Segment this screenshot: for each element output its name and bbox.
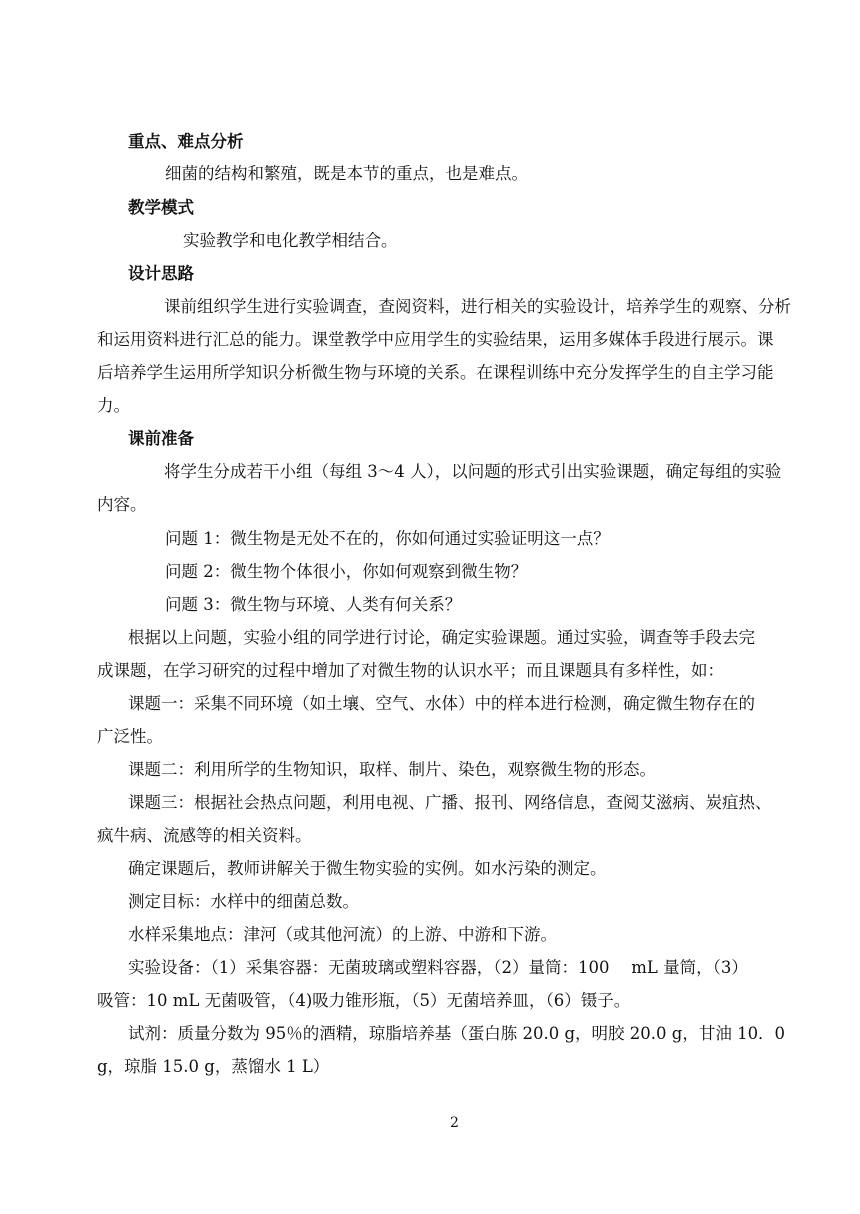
heading-preparation: 课前准备 xyxy=(128,429,194,448)
heading-teaching-mode: 教学模式 xyxy=(128,198,194,217)
topic-three-line: 课题三：根据社会热点问题，利用电视、广播、报刊、网络信息，查阅艾滋病、炭疽热、 xyxy=(128,793,772,812)
question-item: 问题 3：微生物与环境、人类有何关系？ xyxy=(165,595,462,614)
discussion-line: 成课题，在学习研究的过程中增加了对微生物的认识水平；而且课题具有多样性，如： xyxy=(97,661,724,680)
reagent-line: 试剂：质量分数为 95％的酒精，琼脂培养基（蛋白胨 20.0 g，明胶 20.0 g，甘油 10．0 xyxy=(128,1024,786,1043)
design-idea-line: 和运用资料进行汇总的能力。课堂教学中应用学生的实验结果，运用多媒体手段进行展示。课 xyxy=(97,330,774,349)
preparation-line: 将学生分成若干小组（每组 3～4 人），以问题的形式引出实验课题，确定每组的实验 xyxy=(164,462,782,481)
design-idea-line: 力。 xyxy=(97,396,130,415)
example-line: 确定课题后，教师讲解关于微生物实验的实例。如水污染的测定。 xyxy=(128,859,607,878)
equipment-line: 吸管：10 mL 无菌吸管，（4)吸力锥形瓶，（5）无菌培养皿，（6）镊子。 xyxy=(97,991,631,1010)
page-number: 2 xyxy=(450,1115,459,1131)
reagent-line: g，琼脂 15.0 g，蒸馏水 1 L） xyxy=(97,1057,330,1076)
discussion-line: 根据以上问题，实验小组的同学进行讨论，确定实验课题。通过实验，调查等手段去完 xyxy=(128,628,755,647)
question-item: 问题 1：微生物是无处不在的，你如何通过实验证明这一点？ xyxy=(165,529,610,548)
topic-two-line: 课题二：利用所学的生物知识，取样、制片、染色，观察微生物的形态。 xyxy=(128,760,656,779)
design-idea-line: 课前组织学生进行实验调查，查阅资料，进行相关的实验设计，培养学生的观察、分析 xyxy=(164,297,791,316)
question-item: 问题 2：微生物个体很小，你如何观察到微生物？ xyxy=(165,562,528,581)
preparation-line: 内容。 xyxy=(97,495,147,514)
heading-design-idea: 设计思路 xyxy=(128,264,194,283)
key-points-text: 细菌的结构和繁殖，既是本节的重点，也是难点。 xyxy=(165,164,528,183)
goal-line: 测定目标：水样中的细菌总数。 xyxy=(128,892,359,911)
topic-three-line: 疯牛病、流感等的相关资料。 xyxy=(97,826,312,845)
heading-key-points: 重点、难点分析 xyxy=(128,132,244,151)
design-idea-line: 后培养学生运用所学知识分析微生物与环境的关系。在课程训练中充分发挥学生的自主学习能 xyxy=(97,363,774,382)
topic-one-line: 广泛性。 xyxy=(97,727,163,746)
site-line: 水样采集地点：津河（或其他河流）的上游、中游和下游。 xyxy=(128,925,557,944)
equipment-line: 实验设备：（1）采集容器：无菌玻璃或塑料容器，（2）量筒：100 mL 量筒，（3） xyxy=(128,958,748,977)
topic-one-line: 课题一：采集不同环境（如土壤、空气、水体）中的样本进行检测，确定微生物存在的 xyxy=(128,694,755,713)
teaching-mode-text: 实验教学和电化教学相结合。 xyxy=(183,231,398,250)
